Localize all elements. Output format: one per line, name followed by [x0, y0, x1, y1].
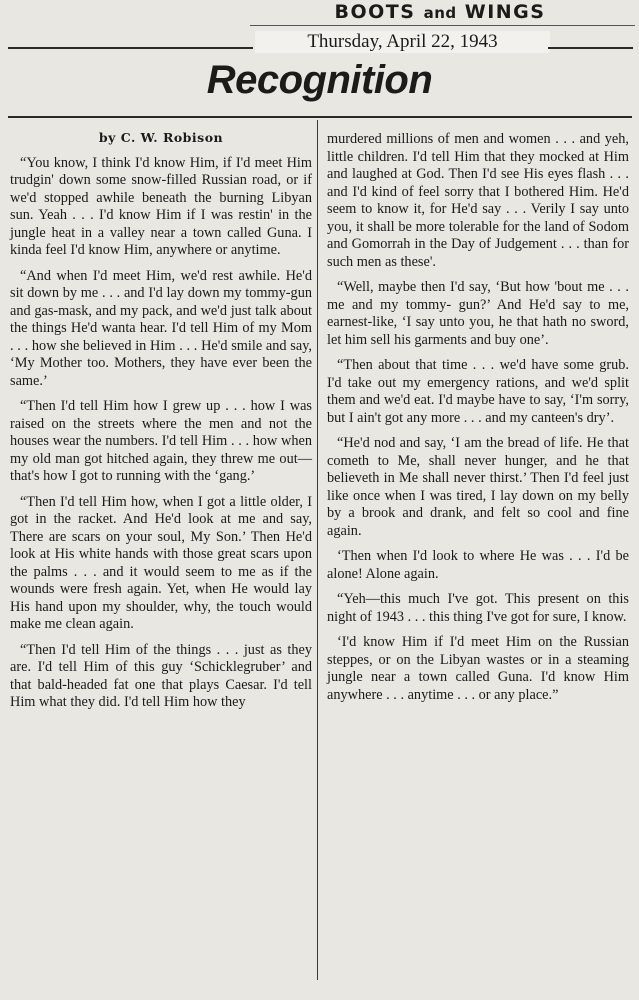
paragraph: murdered millions of men and women . . . and yeh, little children. I'd tell Him that they mocked at Him and laughed at God. Then I'd see His eyes flash . . . and I'd kind of feel sorry that I bothered Him. He'd seem to know it, for He'd say . . . Verily I say unto you, it shall be more tolerable for the land of Sodom and Gomorrah in the Day of Judgement . . . than for such men as these'. [327, 131, 629, 270]
paragraph: ‘Then when I'd look to where He was . . . I'd be alone! Alone again. [327, 548, 629, 582]
column-divider [317, 120, 318, 980]
masthead-rule-right [548, 47, 633, 49]
paper-name-part-2: WINGS [464, 1, 546, 23]
masthead-divider-top [250, 25, 635, 26]
headline-rule [8, 116, 632, 118]
paper-name-part-1: BOOTS [334, 1, 416, 23]
paragraph: “You know, I think I'd know Him, if I'd meet Him trudgin' down some snow-filled Russian road, or if we'd stopped awhile beneath the burning Libyan sun. Yeah . . . I'd know Him if I was restin' in the jungle heat in a valley near a town called Guna. I kinda feel I'd know Him, anywhere or anytime. [10, 154, 312, 258]
paragraph: ‘I'd know Him if I'd meet Him on the Russian steppes, or on the Libyan wastes or in a steaming jungle near a town called Guna. I'd know Him anywhere . . . anytime . . . or any place.” [327, 634, 629, 703]
article-column-left [10, 127, 312, 720]
paragraph: “Yeh—this much I've got. This present on this night of 1943 . . . this thing I've got for sure, I know. [327, 591, 629, 625]
masthead [0, 0, 639, 58]
dateline: Thursday, April 22, 1943 [255, 31, 550, 53]
article-headline: Recognition [206, 58, 433, 102]
paragraph: “He'd nod and say, ‘I am the bread of life. He that cometh to Me, shall never hunger, and he that believeth in Me shall never thirst.’ Then I'd feel just like once when I was tired, I lay down on my belly by a brook and drank, and felt so cool and fine again. [327, 435, 629, 539]
masthead-rule-left [8, 47, 253, 49]
paragraph: “Then I'd tell Him how I grew up . . . how I was raised on the streets where the men and not the houses wear the numbers. I'd tell Him . . . how when my old man got hitched again, they threw me out—that's how I got to running with the ‘gang.’ [10, 398, 312, 484]
paragraph: “Well, maybe then I'd say, ‘But how 'bout me . . . me and my tommy- gun?’ And He'd say to me, earnest-like, ‘I say unto you, he that hath no sword, let him sell his garments and buy one’. [327, 279, 629, 348]
byline: by C. W. Robison [98, 130, 224, 145]
article-column-right [327, 131, 629, 712]
paragraph: “Then about that time . . . we'd have some grub. I'd take out my emergency rations, and we'd split them and we'd eat. I'd maybe have to say, ‘I'm sorry, but I ain't got any more . . . and my canteen's dry’. [327, 357, 629, 426]
paper-name-and: and [423, 4, 457, 22]
paragraph: “Then I'd tell Him how, when I got a little older, I got in the racket. And He'd look at me and say, There are scars on your soul, My Son.’ Then He'd look at His white hands with those great scars upon the palms . . . and it would seem to me as if the wounds were fresh again. Yet, when He would lay His hand upon my shoulder, why, the touch would make me clean again. [10, 493, 312, 632]
paper-name [250, 0, 630, 25]
paragraph: “And when I'd meet Him, we'd rest awhile. He'd sit down by me . . . and I'd lay down my tommy-gun and gas-mask, and my pack, and we'd just talk about the things He'd wanta hear. I'd tell Him of my Mom . . . how she believed in Him . . . He'd smile and say, ‘My Mother too. Mothers, they have ever been the same.’ [10, 267, 312, 389]
paragraph: “Then I'd tell Him of the things . . . just as they are. I'd tell Him of this guy ‘Schicklegruber’ and that bald-headed fat one that plays Caesar. I'd tell Him what they did. I'd tell Him how they [10, 641, 312, 710]
